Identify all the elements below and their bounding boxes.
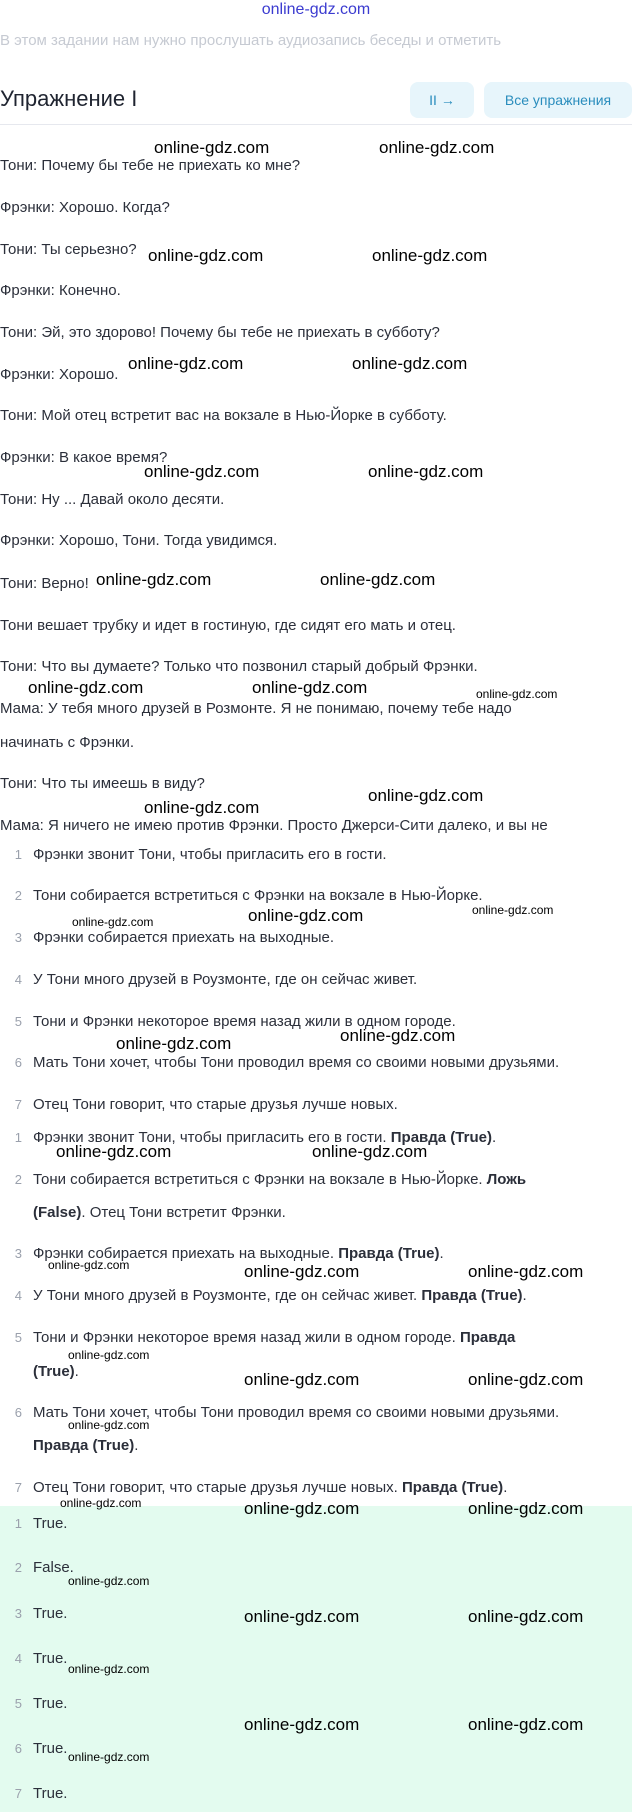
verdict: (False) xyxy=(33,1204,82,1221)
statement-text: Отец Тони говорит, что старые друзья лучше новых. xyxy=(33,1096,398,1113)
explanation-text: (True). xyxy=(33,1363,79,1380)
watermark: online-gdz.com xyxy=(128,354,244,373)
explanation-number: 2 xyxy=(14,1172,22,1187)
watermark: online-gdz.com xyxy=(96,570,212,589)
answer-number: 7 xyxy=(14,1786,22,1801)
watermark: online-gdz.com xyxy=(468,1262,584,1281)
dialogue-line: Тони вешает трубку и идет в гостиную, где сидят его мать и отец. xyxy=(0,617,456,634)
statement-number: 4 xyxy=(14,972,22,987)
watermark: online-gdz.com xyxy=(144,798,260,817)
watermark: online-gdz.com xyxy=(320,570,436,589)
dialogue-line: Мама: Я ничего не имею против Фрэнки. Просто Джерси-Сити далеко, и вы не xyxy=(0,817,548,834)
verdict: Правда (True) xyxy=(338,1245,440,1262)
dialogue-line: Фрэнки: Конечно. xyxy=(0,282,121,299)
explanation-text: Мать Тони хочет, чтобы Тони проводил время со своими новыми друзьями. xyxy=(33,1404,560,1421)
answer-text: True. xyxy=(33,1515,68,1532)
watermark: online-gdz.com xyxy=(252,678,368,697)
watermark: online-gdz.com xyxy=(368,462,484,481)
statement-number: 2 xyxy=(14,888,22,903)
explanation-text: (False). Отец Тони встретит Фрэнки. xyxy=(33,1204,286,1221)
explanation-number: 5 xyxy=(14,1330,22,1345)
answer-text: True. xyxy=(33,1650,68,1667)
dialogue-line: Тони: Мой отец встретит вас на вокзале в Нью-Йорке в субботу. xyxy=(0,407,447,424)
watermark: online-gdz.com xyxy=(476,687,558,701)
exercise-header xyxy=(0,78,632,124)
answer-number: 2 xyxy=(14,1560,22,1575)
answer-text: True. xyxy=(33,1740,68,1757)
dialogue-line: Тони: Ну ... Давай около десяти. xyxy=(0,491,225,508)
watermark: online-gdz.com xyxy=(60,1496,142,1510)
answer-number: 6 xyxy=(14,1741,22,1756)
watermark: online-gdz.com xyxy=(468,1607,584,1626)
statement-text: Тони собирается встретиться с Фрэнки на вокзале в Нью-Йорке. xyxy=(33,887,483,904)
statement-number: 5 xyxy=(14,1014,22,1029)
intro-text: В этом задании нам нужно прослушать аудиозапись беседы и отметить xyxy=(0,32,502,49)
watermark: online-gdz.com xyxy=(68,1574,150,1588)
watermark: online-gdz.com xyxy=(154,138,270,157)
watermark: online-gdz.com xyxy=(312,1142,428,1161)
watermark: online-gdz.com xyxy=(244,1499,360,1518)
watermark: online-gdz.com xyxy=(368,786,484,805)
verdict: Правда (True) xyxy=(421,1287,523,1304)
statement-text: Тони и Фрэнки некоторое время назад жили в одном городе. xyxy=(33,1013,456,1030)
watermark: online-gdz.com xyxy=(144,462,260,481)
explanation-text: Тони собирается встретиться с Фрэнки на вокзале в Нью-Йорке. Ложь xyxy=(33,1171,527,1188)
statement-text: Фрэнки собирается приехать на выходные. xyxy=(33,929,335,946)
verdict: Ложь xyxy=(486,1171,527,1188)
explanation-text: Фрэнки звонит Тони, чтобы пригласить его в гости. Правда (True). xyxy=(33,1129,497,1146)
statement-number: 7 xyxy=(14,1097,22,1112)
watermark: online-gdz.com xyxy=(28,678,144,697)
explanation-number: 7 xyxy=(14,1480,22,1495)
explanation-number: 6 xyxy=(14,1405,22,1420)
verdict: Правда xyxy=(459,1329,516,1346)
dialogue-line: начинать с Фрэнки. xyxy=(0,734,135,751)
statement-number: 6 xyxy=(14,1055,22,1070)
dialogue-line: Фрэнки: Хорошо, Тони. Тогда увидимся. xyxy=(0,532,278,549)
answer-text: False. xyxy=(33,1559,74,1576)
watermark: online-gdz.com xyxy=(56,1142,172,1161)
explanation-text: Фрэнки собирается приехать на выходные. Правда (True). xyxy=(33,1245,444,1262)
explanation-number: 1 xyxy=(14,1130,22,1145)
verdict: (True) xyxy=(33,1363,75,1380)
watermark: online-gdz.com xyxy=(48,1258,130,1272)
explanation-number: 3 xyxy=(14,1246,22,1261)
watermark: online-gdz.com xyxy=(72,915,154,929)
verdict: Правда (True) xyxy=(401,1479,504,1496)
dialogue-line: Тони: Верно! xyxy=(0,575,89,592)
explanation-text: Отец Тони говорит, что старые друзья лучше новых. Правда (True). xyxy=(33,1479,508,1496)
watermark: online-gdz.com xyxy=(352,354,468,373)
statement-text: Фрэнки звонит Тони, чтобы пригласить его в гости. xyxy=(33,846,387,863)
statement-text: Мать Тони хочет, чтобы Тони проводил время со своими новыми друзьями. xyxy=(33,1054,560,1071)
explanation-text: Правда (True). xyxy=(33,1437,139,1454)
statement-number: 3 xyxy=(14,930,22,945)
statement-text: У Тони много друзей в Роузмонте, где он сейчас живет. xyxy=(33,971,418,988)
dialogue-line: Тони: Ты серьезно? xyxy=(0,241,137,258)
answer-number: 4 xyxy=(14,1651,22,1666)
answer-text: True. xyxy=(33,1785,68,1802)
answer-number: 3 xyxy=(14,1606,22,1621)
verdict: Правда (True) xyxy=(390,1129,492,1146)
watermark: online-gdz.com xyxy=(244,1262,360,1281)
dialogue-line: Тони: Что вы думаете? Только что позвонил старый добрый Фрэнки. xyxy=(0,658,478,675)
dialogue-line: Мама: У тебя много друзей в Розмонте. Я не понимаю, почему тебе надо xyxy=(0,700,512,717)
watermark: online-gdz.com xyxy=(468,1715,584,1734)
watermark: online-gdz.com xyxy=(472,903,554,917)
site-logo[interactable]: online-gdz.com xyxy=(261,1,371,18)
dialogue-line: Тони: Эй, это здорово! Почему бы тебе не приехать в субботу? xyxy=(0,324,440,341)
next-exercise-button[interactable]: II → xyxy=(410,82,474,118)
watermark: online-gdz.com xyxy=(244,1607,360,1626)
divider xyxy=(0,124,632,131)
statement-number: 1 xyxy=(14,847,22,862)
explanation-text: Тони и Фрэнки некоторое время назад жили в одном городе. Правда xyxy=(33,1329,516,1346)
all-exercises-button[interactable]: Все упражнения xyxy=(484,82,632,118)
explanation-number: 4 xyxy=(14,1288,22,1303)
dialogue-line: Тони: Что ты имеешь в виду? xyxy=(0,775,205,792)
dialogue-line: Фрэнки: Хорошо. Когда? xyxy=(0,199,170,216)
watermark: online-gdz.com xyxy=(468,1370,584,1389)
watermark: online-gdz.com xyxy=(68,1418,150,1432)
watermark: online-gdz.com xyxy=(244,1715,360,1734)
explanation-text: У Тони много друзей в Роузмонте, где он сейчас живет. Правда (True). xyxy=(33,1287,527,1304)
answer-number: 1 xyxy=(14,1516,22,1531)
dialogue-line: Тони: Почему бы тебе не приехать ко мне? xyxy=(0,157,301,174)
watermark: online-gdz.com xyxy=(379,138,495,157)
watermark: online-gdz.com xyxy=(68,1348,150,1362)
watermark: online-gdz.com xyxy=(116,1034,232,1053)
page-title: Упражнение I xyxy=(0,86,138,111)
watermark: online-gdz.com xyxy=(68,1750,150,1764)
watermark: online-gdz.com xyxy=(244,1370,360,1389)
dialogue-line: Фрэнки: В какое время? xyxy=(0,449,168,466)
answer-text: True. xyxy=(33,1605,68,1622)
watermark: online-gdz.com xyxy=(148,246,264,265)
watermark: online-gdz.com xyxy=(248,906,364,925)
watermark: online-gdz.com xyxy=(340,1026,456,1045)
watermark: online-gdz.com xyxy=(468,1499,584,1518)
watermark: online-gdz.com xyxy=(68,1662,150,1676)
dialogue-line: Фрэнки: Хорошо. xyxy=(0,366,119,383)
answer-text: True. xyxy=(33,1695,68,1712)
watermark: online-gdz.com xyxy=(372,246,488,265)
answer-number: 5 xyxy=(14,1696,22,1711)
verdict: Правда (True) xyxy=(33,1437,135,1454)
